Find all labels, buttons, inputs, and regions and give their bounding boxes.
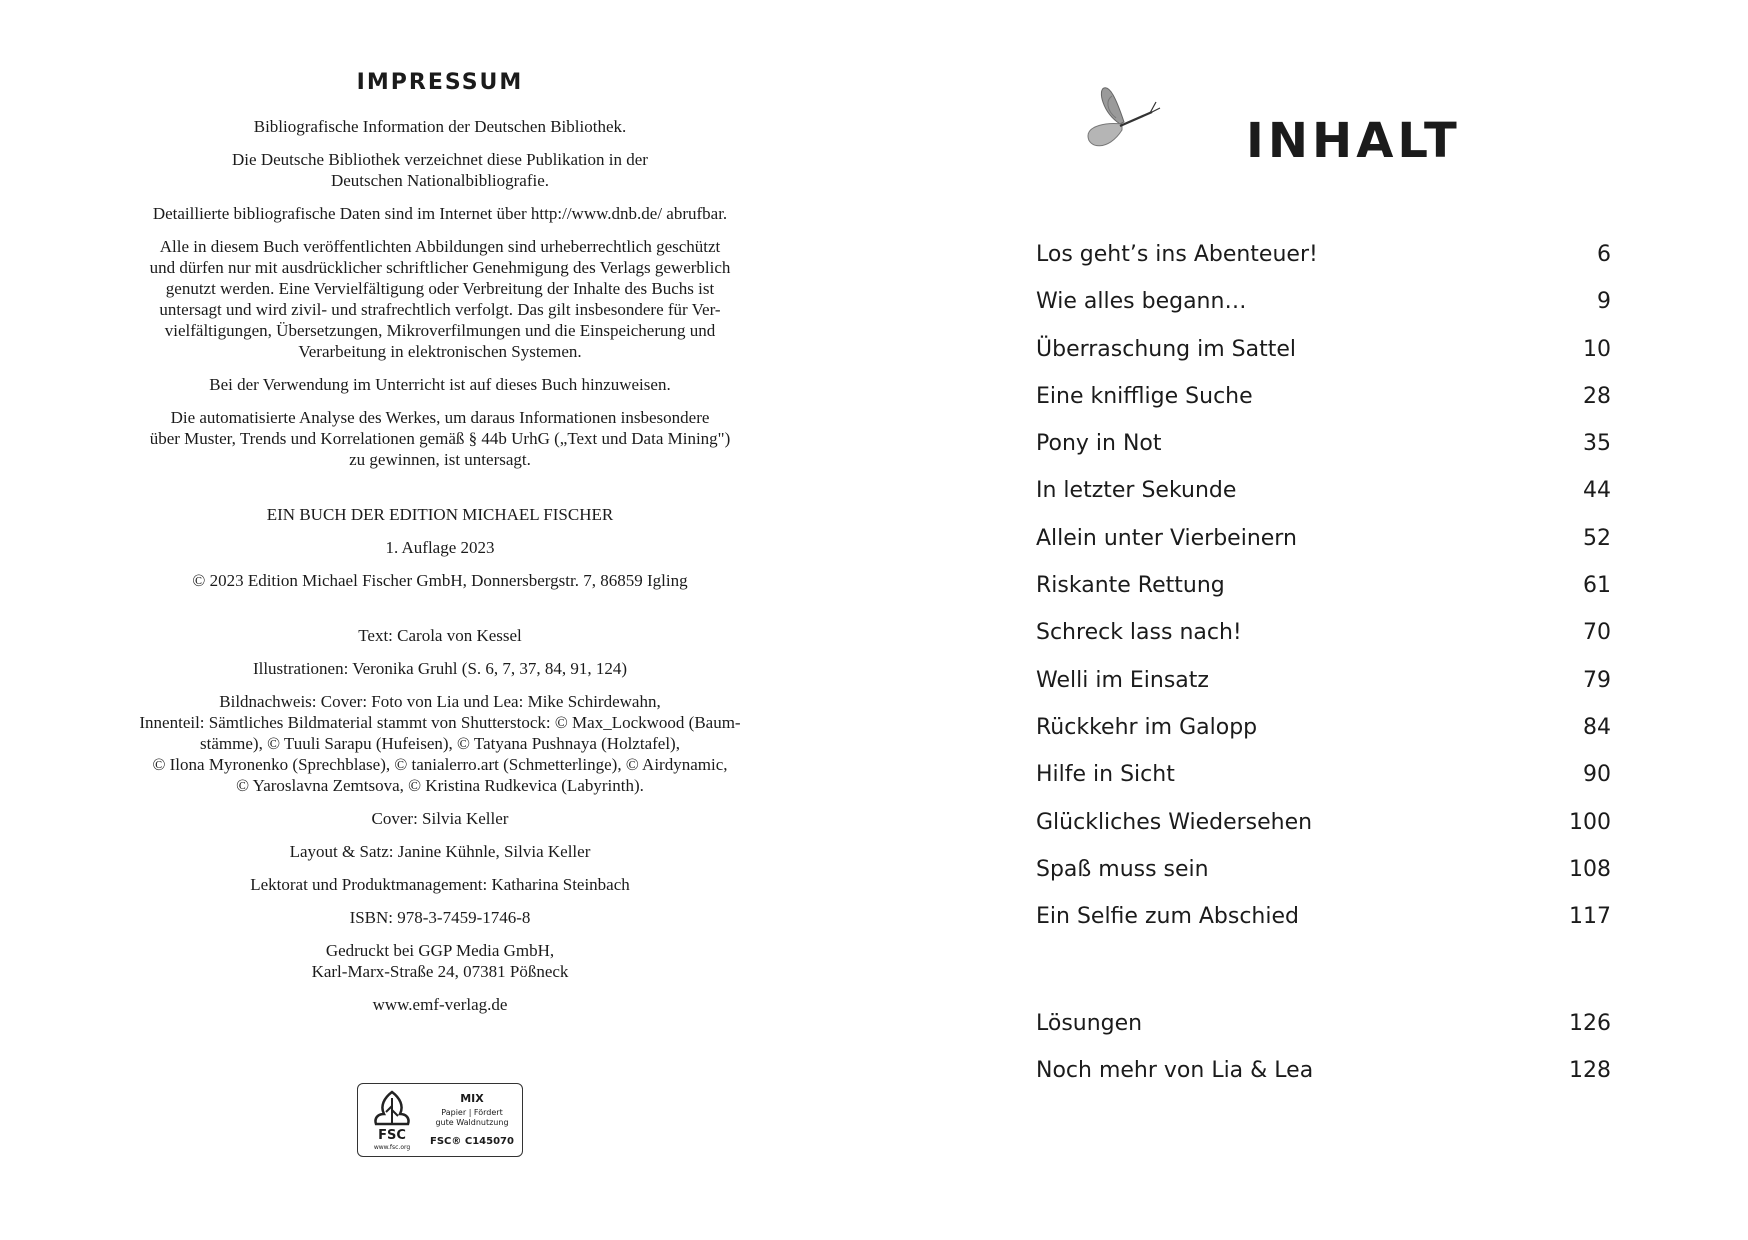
toc-entry-page: 9 (1597, 289, 1611, 315)
toc-entry-title: Hilfe in Sicht (1036, 762, 1175, 788)
toc-entry[interactable] (1036, 618, 1611, 665)
toc-entry[interactable] (1036, 1009, 1611, 1056)
inhalt-page (1036, 0, 1611, 1240)
toc-entry[interactable] (1036, 1056, 1611, 1103)
credit-line: Bildnachweis: Cover: Foto von Lia und Lea: Mike Schirdewahn, Innenteil: Sämtliches Bildmaterial stammt von Shutterstock: © Max_Lockwood (Baum- stämme), © Tuuli Sarapu (Hufeisen), © Tatyana Pushnaya (Holztafel), © Ilona Myronenko (Sprechblase), © tanialerro.art (Schmetterlinge), © Airdynamic, © Yaroslavna Zemtsova, © Kristina Rudkevica (Labyrinth). (139, 692, 741, 795)
spacer (100, 482, 780, 504)
inhalt-title: INHALT (1246, 113, 1461, 169)
toc-entry[interactable] (1036, 476, 1611, 523)
toc-entry-page: 61 (1583, 573, 1611, 599)
toc-entry-title: Noch mehr von Lia & Lea (1036, 1058, 1314, 1084)
credit-line: Text: Carola von Kessel (358, 626, 522, 645)
fsc-label (357, 1083, 523, 1157)
toc-entry-title: Riskante Rettung (1036, 573, 1225, 599)
impressum-paragraph: Detaillierte bibliografische Daten sind im Internet über http://www.dnb.de/ abrufbar. (152, 204, 728, 223)
butterfly-icon (1076, 78, 1166, 163)
toc-entry-title: Glückliches Wiedersehen (1036, 809, 1313, 835)
impressum-page (100, 70, 780, 1027)
toc-entry[interactable] (1036, 808, 1611, 855)
toc-entry-page: 100 (1569, 809, 1611, 835)
edition-line: EIN BUCH DER EDITION MICHAEL FISCHER (266, 505, 614, 524)
toc-entry[interactable] (1036, 524, 1611, 571)
credit-line: Layout & Satz: Janine Kühnle, Silvia Keller (289, 842, 591, 861)
extras-list (1036, 1009, 1611, 1104)
publisher-website: www.emf-verlag.de (372, 995, 508, 1014)
toc-entry-title: Ein Selfie zum Abschied (1036, 904, 1299, 930)
fsc-paper: Papier | Fördert gute Waldnutzung (435, 1108, 509, 1127)
toc-entry-page: 126 (1569, 1011, 1611, 1036)
toc-entry-page: 52 (1583, 525, 1611, 551)
fsc-mark-block (364, 1088, 420, 1152)
toc-entry[interactable] (1036, 287, 1611, 334)
toc-entry-page: 70 (1583, 620, 1611, 646)
toc-entry-page: 90 (1583, 762, 1611, 788)
fsc-url: www.fsc.org (373, 1144, 411, 1151)
printer-info: Gedruckt bei GGP Media GmbH, Karl-Marx-Straße 24, 07381 Pößneck (311, 941, 569, 981)
toc-entry-title: Welli im Einsatz (1036, 667, 1209, 693)
toc-entry[interactable] (1036, 335, 1611, 382)
toc-entry[interactable] (1036, 666, 1611, 713)
toc-entry[interactable] (1036, 571, 1611, 618)
impressum-title: IMPRESSUM (356, 70, 524, 95)
toc-entry-page: 28 (1583, 383, 1611, 409)
toc-entry-title: Schreck lass nach! (1036, 620, 1242, 646)
impressum-paragraph: Bibliografische Information der Deutschen Bibliothek. (253, 117, 627, 136)
credit-line: Illustrationen: Veronika Gruhl (S. 6, 7, 37, 84, 91, 124) (252, 659, 628, 678)
toc-entry-page: 10 (1583, 336, 1611, 362)
edition-line: 1. Auflage 2023 (385, 538, 495, 557)
toc-entry-page: 117 (1569, 904, 1611, 930)
impressum-paragraph: Bei der Verwendung im Unterricht ist auf dieses Buch hinzuweisen. (209, 375, 671, 394)
toc-entry-title: Spaß muss sein (1036, 856, 1209, 882)
toc-entry-page: 84 (1583, 714, 1611, 740)
toc-entry-page: 6 (1597, 242, 1611, 267)
impressum-paragraph: Die Deutsche Bibliothek verzeichnet diese Publikation in der Deutschen Nationalbibliografie. (232, 150, 648, 190)
toc-entry-page: 108 (1569, 856, 1611, 882)
impressum-paragraph: Alle in diesem Buch veröffentlichten Abbildungen sind urheberrechtlich geschützt und dürfen nur mit ausdrücklicher schriftlicher Genehmigung des Verlags gewerblich genutzt werden. Eine Vervielfältigung oder Verbreitung der Inhalte des Buchs ist untersagt und wird zivil- und strafrechtlich verfolgt. Das gilt insbesondere für Ver- vielfältigungen, Übersetzungen, Mikroverfilmungen und die Einspeicherung und Verarbeitung in elektronischen Systemen. (149, 237, 731, 361)
credit-line: Cover: Silvia Keller (371, 809, 509, 828)
toc-entry-title: Überraschung im Sattel (1036, 336, 1297, 362)
chapter-list (1036, 240, 1611, 949)
toc-entry[interactable] (1036, 382, 1611, 429)
toc-entry-page: 44 (1583, 478, 1611, 504)
toc-entry[interactable] (1036, 760, 1611, 807)
toc-entry-title: Pony in Not (1036, 431, 1162, 457)
toc-entry[interactable] (1036, 902, 1611, 949)
toc-entry-title: Eine knifflige Suche (1036, 383, 1253, 409)
toc-entry-title: In letzter Sekunde (1036, 478, 1237, 504)
toc-entry[interactable] (1036, 713, 1611, 760)
credit-line: Lektorat und Produktmanagement: Katharina Steinbach (250, 875, 630, 894)
toc-entry-title: Wie alles begann… (1036, 289, 1247, 315)
toc-entry[interactable] (1036, 429, 1611, 476)
isbn: ISBN: 978-3-7459-1746-8 (349, 908, 531, 927)
impressum-paragraph: Die automatisierte Analyse des Werkes, um daraus Informationen insbesondere über Muster, Trends und Korrelationen gemäß § 44b UrhG („Text und Data Mining") zu gewinnen, ist untersagt. (149, 408, 731, 469)
toc-entry-title: Rückkehr im Galopp (1036, 714, 1258, 740)
fsc-mark: FSC (378, 1128, 406, 1143)
toc-entry[interactable] (1036, 240, 1611, 287)
toc-entry-page: 35 (1583, 431, 1611, 457)
edition-line: © 2023 Edition Michael Fischer GmbH, Donnersbergstr. 7, 86859 Igling (192, 571, 688, 590)
toc-entry[interactable] (1036, 855, 1611, 902)
toc-entry-page: 128 (1569, 1058, 1611, 1084)
toc-entry-title: Lösungen (1036, 1011, 1143, 1036)
toc-entry-title: Allein unter Vierbeinern (1036, 525, 1297, 551)
toc-entry-title: Los geht’s ins Abenteuer! (1036, 242, 1318, 267)
spacer (100, 603, 780, 625)
fsc-code: FSC® C145070 (430, 1136, 514, 1147)
toc-entry-page: 79 (1583, 667, 1611, 693)
fsc-mix: MIX (460, 1092, 484, 1105)
